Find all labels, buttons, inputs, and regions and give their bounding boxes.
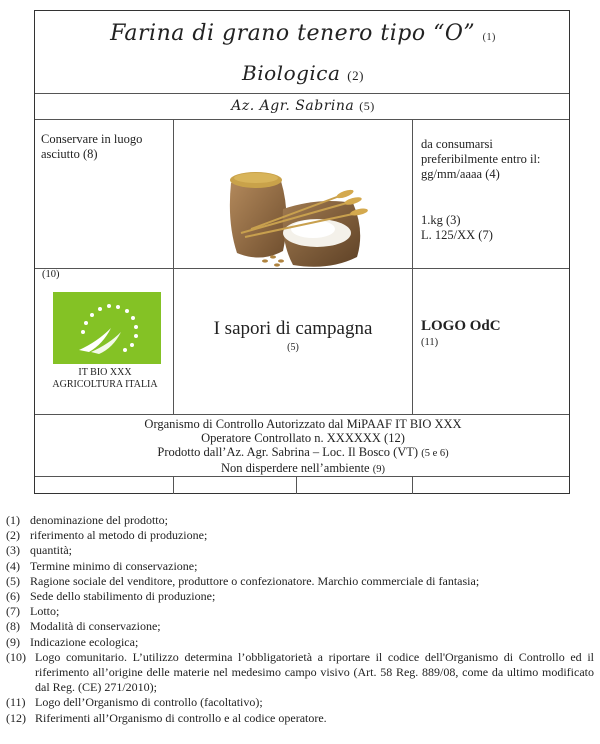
lot-number: L. 125/XX (7) [421, 228, 493, 242]
odc-logo-ref: (11) [421, 337, 439, 348]
odc-logo: LOGO OdC [421, 318, 501, 334]
eu-logo-ref: (10) [42, 269, 60, 280]
company-name: Az. Agr. Sabrina (5) [231, 98, 375, 114]
divider [173, 476, 174, 494]
best-before: da consumarsi preferibilmente entro il: gg/mm/aaaa (4) [421, 137, 541, 181]
control-body-info: Organismo di Controllo Autorizzato dal MiPAAF IT BIO XXX Operatore Controllato n. XXXXXX (12) Prodotto dall’Az. Agr. Sabrina – Loc. Il Bosco (VT) (5 e 6) Non disperdere nell’ambiente (9) [144, 417, 462, 475]
divider [35, 93, 569, 94]
product-label [34, 10, 570, 494]
producer-line: Prodotto dall’Az. Agr. Sabrina – Loc. Il Bosco (VT) [157, 445, 419, 459]
product-name-ref: (1) [482, 32, 496, 43]
list-item: (5) Ragione sociale del venditore, produttore o confezionatore. Marchio commerciale di fantasia; [6, 573, 480, 588]
flour-sack-image [221, 153, 371, 271]
list-item: (9) Indicazione ecologica; [6, 634, 139, 649]
divider [412, 476, 413, 494]
list-item: (10) Logo comunitario. L’utilizzo determina l’obbligatorietà a riportare il codice dell'Organismo di Controllo ed il riferimento all’origine delle materie nel medesimo campo visivo (Art. 58 Reg. 889/08, come da ultimo modificato dal Reg. (CE) 271/2010); [6, 649, 594, 695]
divider [296, 476, 297, 494]
divider [35, 119, 569, 120]
notes-list [6, 513, 594, 726]
method-ref: (2) [347, 68, 364, 83]
list-item: (12) Riferimenti all’Organismo di controllo e al codice operatore. [6, 710, 327, 725]
divider [35, 414, 569, 415]
list-item: (3) quantità; [6, 543, 72, 558]
producer-ref: (5 e 6) [421, 448, 449, 459]
production-method: Biologica (2) [242, 61, 364, 85]
eco-ref: (9) [372, 464, 385, 475]
list-item: (7) Lotto; [6, 604, 60, 619]
list-item: (4) Termine minimo di conservazione; [6, 558, 198, 573]
brand-name: I sapori di campagna [213, 318, 373, 339]
list-item: (1) denominazione del prodotto; [6, 513, 168, 527]
list-item: (2) riferimento al metodo di produzione; [6, 528, 208, 543]
quantity: 1.kg (3) [421, 213, 461, 227]
storage-instructions: Conservare in luogo asciutto (8) [41, 132, 143, 161]
list-item: (11) Logo dell’Organismo di controllo (facoltativo); [6, 695, 263, 710]
list-item: (6) Sede dello stabilimento di produzione; [6, 589, 216, 604]
eco-line: Non disperdere nell’ambiente [221, 461, 370, 475]
brand-ref: (5) [287, 342, 299, 353]
quantity-lot [421, 213, 569, 243]
divider [173, 119, 174, 414]
divider [412, 119, 413, 414]
eu-logo-caption: IT BIO XXX AGRICOLTURA ITALIA [52, 367, 158, 390]
company-ref: (5) [359, 99, 375, 113]
product-name: Farina di grano tenero tipo “O” (1) [110, 21, 496, 46]
list-item: (8) Modalità di conservazione; [6, 619, 161, 634]
eu-organic-logo-icon [53, 292, 161, 364]
